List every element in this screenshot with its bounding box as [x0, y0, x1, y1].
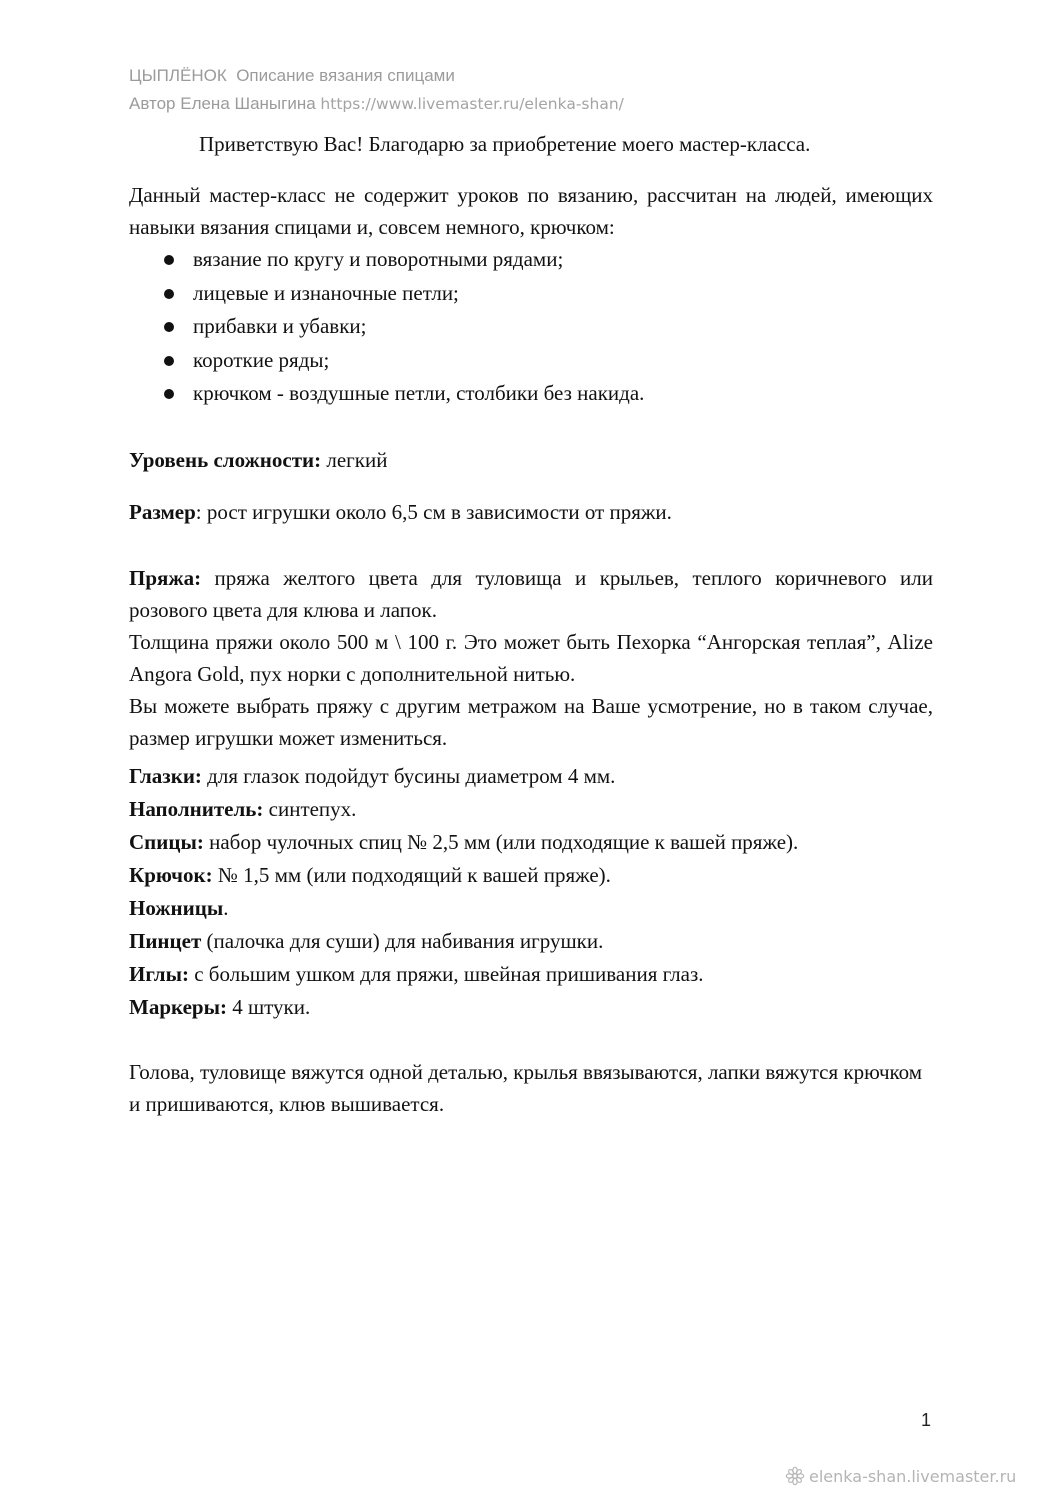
greeting: Приветствую Вас! Благодарю за приобретение моего мастер-класса. — [199, 132, 811, 156]
material-value: 4 штуки. — [226, 995, 311, 1019]
yarn-thickness: Толщина пряжи около 500 м \ 100 г. Это может быть Пехорка “Ангорская теплая”, Alize Angora Gold, пух норки с дополнительной нитью. — [129, 630, 933, 686]
material-label: Ножницы — [129, 896, 224, 920]
doc-title: ЦЫПЛЁНОК — [129, 66, 227, 85]
material-label: Наполнитель: — [129, 797, 264, 821]
material-value: (палочка для суши) для набивания игрушки. — [201, 929, 604, 953]
yarn-value: пряжа желтого цвета для туловища и крыльев, теплого коричневого или розового цвета для клюва и лапок. — [129, 566, 933, 622]
doc-header-author-line — [129, 94, 624, 114]
material-label: Маркеры: — [129, 995, 227, 1019]
skills-list — [160, 243, 940, 411]
flower-icon — [785, 1466, 805, 1486]
difficulty-level — [129, 444, 933, 476]
yarn-label: Пряжа: — [129, 566, 202, 590]
watermark-text: elenka-shan.livemaster.ru — [809, 1467, 1017, 1486]
material-value: набор чулочных спиц № 2,5 мм (или подходящие к вашей пряже). — [203, 830, 799, 854]
watermark — [785, 1466, 1016, 1486]
material-sewing-needles — [129, 958, 933, 991]
material-value: № 1,5 мм (или подходящий к вашей пряже). — [212, 863, 611, 887]
material-label: Пинцет — [129, 929, 202, 953]
material-scissors — [129, 892, 933, 925]
yarn-description — [129, 562, 933, 626]
list-item: вязание по кругу и поворотными рядами; — [160, 243, 940, 277]
size-value: : рост игрушки около 6,5 см в зависимости от пряжи. — [195, 500, 672, 524]
author-link[interactable]: https://www.livemaster.ru/elenka-shan/ — [320, 95, 624, 113]
yarn-note: Вы можете выбрать пряжу с другим метражом на Ваше усмотрение, но в таком случае, размер игрушки может измениться. — [129, 694, 933, 750]
page-number: 1 — [921, 1410, 932, 1430]
material-label: Спицы: — [129, 830, 204, 854]
material-label: Крючок: — [129, 863, 213, 887]
materials-list — [129, 760, 933, 1024]
size-label: Размер — [129, 500, 196, 524]
list-item: короткие ряды; — [160, 344, 940, 378]
material-filling — [129, 793, 933, 826]
list-item: лицевые и изнаночные петли; — [160, 277, 940, 311]
material-value: синтепух. — [263, 797, 357, 821]
construction-note: Голова, туловище вяжутся одной деталью, крылья ввязываются, лапки вяжутся крючком и пришиваются, клюв вышивается. — [129, 1060, 923, 1116]
list-item: крючком - воздушные петли, столбики без накида. — [160, 377, 940, 411]
list-item: прибавки и убавки; — [160, 310, 940, 344]
toy-size — [129, 496, 933, 528]
material-label: Глазки: — [129, 764, 202, 788]
difficulty-label: Уровень сложности: — [129, 448, 322, 472]
doc-header-title-line — [129, 66, 455, 86]
material-value: для глазок подойдут бусины диаметром 4 мм. — [201, 764, 616, 788]
material-label: Иглы: — [129, 962, 189, 986]
material-needles — [129, 826, 933, 859]
doc-subtitle: Описание вязания спицами — [236, 66, 455, 85]
material-value: с большим ушком для пряжи, швейная пришивания глаз. — [188, 962, 704, 986]
material-hook — [129, 859, 933, 892]
intro-paragraph: Данный мастер-класс не содержит уроков по вязанию, рассчитан на людей, имеющих навыки вязания спицами и, совсем немного, крючком: — [129, 183, 933, 239]
author-name: Автор Елена Шаныгина — [129, 94, 316, 113]
difficulty-value: легкий — [321, 448, 388, 472]
yarn-section — [129, 562, 933, 754]
material-markers — [129, 991, 933, 1024]
material-eyes — [129, 760, 933, 793]
material-tweezers — [129, 925, 933, 958]
material-value: . — [223, 896, 229, 920]
